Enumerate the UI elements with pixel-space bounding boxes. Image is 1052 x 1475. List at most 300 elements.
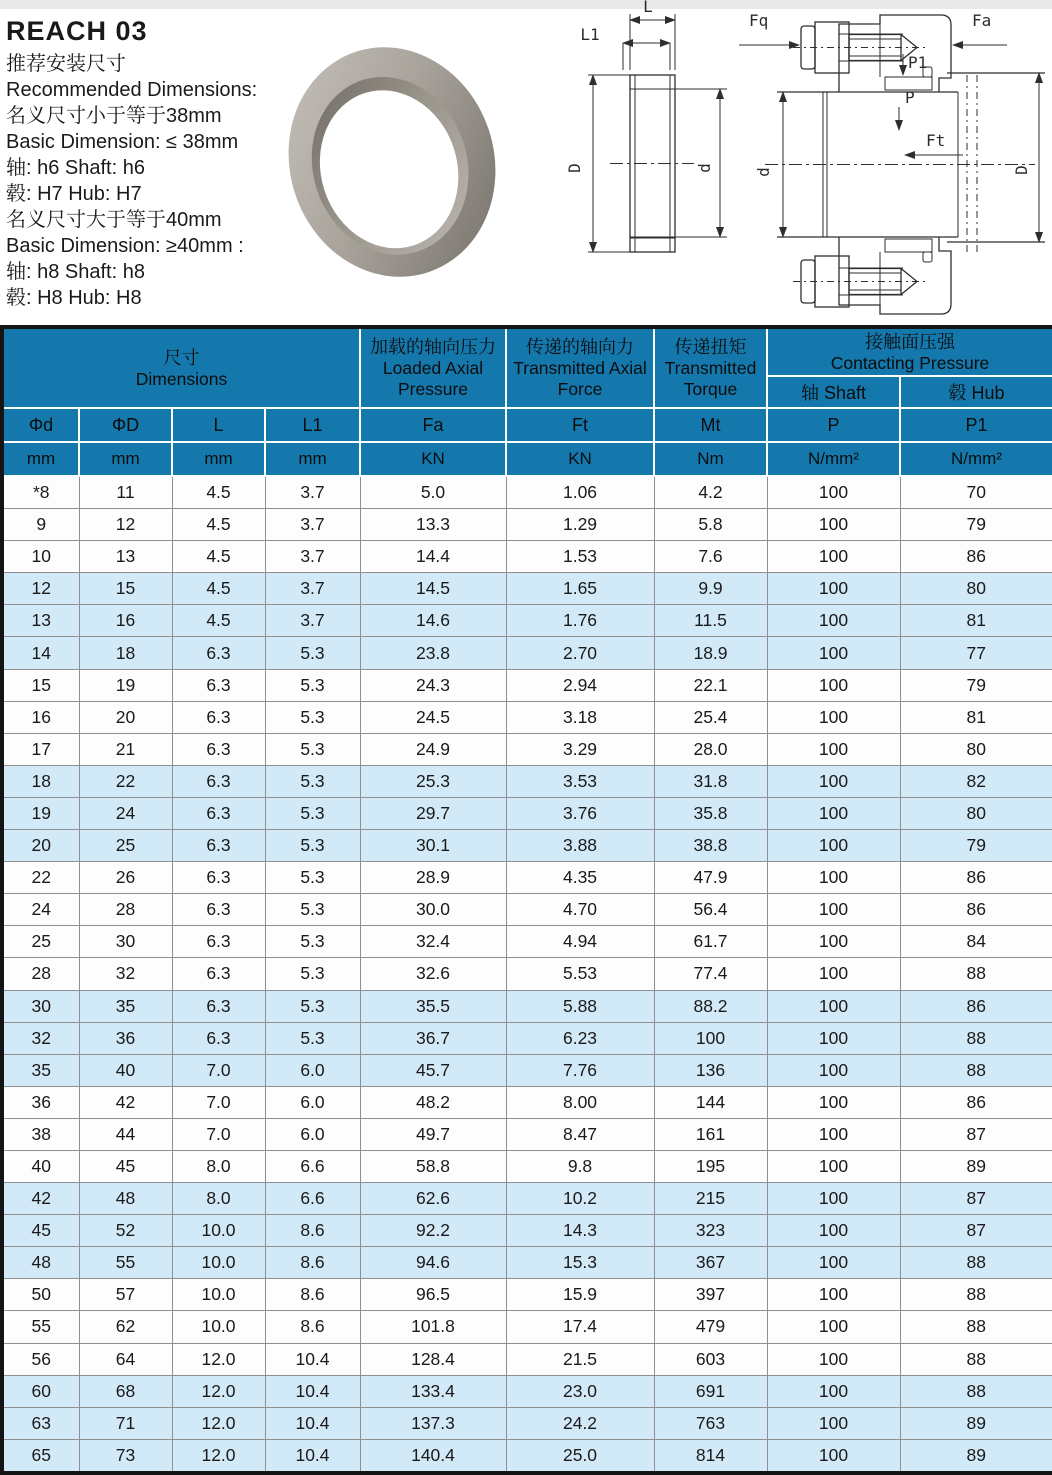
table-cell: 6.23 — [506, 1022, 654, 1054]
table-row — [2, 1279, 1052, 1311]
symbol-cell: Ft — [506, 408, 654, 442]
table-cell: 4.5 — [172, 573, 265, 605]
table-cell: 5.3 — [265, 894, 360, 926]
table-cell: 88 — [900, 1375, 1052, 1407]
table-cell: 12.0 — [172, 1375, 265, 1407]
table-row — [2, 573, 1052, 605]
table-cell: 22 — [79, 765, 172, 797]
table-cell: 20 — [2, 830, 79, 862]
table-cell: 86 — [900, 894, 1052, 926]
group-header-dimensions-en: Dimensions — [135, 368, 228, 389]
table-cell: 17 — [2, 733, 79, 765]
table-cell: 94.6 — [360, 1247, 506, 1279]
table-cell: 80 — [900, 797, 1052, 829]
table-cell: 71 — [79, 1407, 172, 1439]
table-cell: 6.3 — [172, 990, 265, 1022]
subheader-hub: 毂 Hub — [900, 376, 1052, 408]
table-cell: 100 — [767, 765, 900, 797]
table-cell: 3.7 — [265, 573, 360, 605]
group-header-dimensions-zh: 尺寸 — [163, 347, 200, 368]
table-cell: 47.9 — [654, 862, 767, 894]
table-cell: 100 — [767, 669, 900, 701]
table-cell: 65 — [2, 1439, 79, 1473]
group-header-transmitted-axial-force — [506, 327, 654, 408]
table-cell: 17.4 — [506, 1311, 654, 1343]
table-cell: 6.3 — [172, 637, 265, 669]
table-cell: 100 — [767, 1118, 900, 1150]
table-cell: 50 — [2, 1279, 79, 1311]
table-cell: 100 — [767, 605, 900, 637]
table-cell: 6.3 — [172, 765, 265, 797]
table-cell: 100 — [767, 830, 900, 862]
table-cell: 35.8 — [654, 797, 767, 829]
table-cell: 79 — [900, 830, 1052, 862]
symbol-cell: ΦD — [79, 408, 172, 442]
unit-cell: mm — [172, 442, 265, 476]
table-cell: 5.3 — [265, 958, 360, 990]
table-cell: 1.29 — [506, 509, 654, 541]
table-cell: 11 — [79, 476, 172, 509]
group-header-loaded-axial-pressure — [360, 327, 506, 408]
table-cell: 89 — [900, 1150, 1052, 1182]
table-row — [2, 541, 1052, 573]
page-title: REACH 03 — [6, 16, 148, 46]
table-cell: 62 — [79, 1311, 172, 1343]
table-cell: 14 — [2, 637, 79, 669]
table-cell: 32.4 — [360, 926, 506, 958]
table-cell: 6.0 — [265, 1086, 360, 1118]
table-cell: 10.4 — [265, 1343, 360, 1375]
table-cell: 100 — [654, 1022, 767, 1054]
table-cell: 28.0 — [654, 733, 767, 765]
product-photo-tolerance-ring — [270, 30, 515, 295]
table-cell: 4.5 — [172, 541, 265, 573]
table-row — [2, 1183, 1052, 1215]
table-cell: 15.3 — [506, 1247, 654, 1279]
table-row — [2, 476, 1052, 509]
symbol-cell: L — [172, 408, 265, 442]
table-cell: 77 — [900, 637, 1052, 669]
table-cell: 133.4 — [360, 1375, 506, 1407]
table-cell: 5.88 — [506, 990, 654, 1022]
table-cell: 479 — [654, 1311, 767, 1343]
table-cell: 81 — [900, 701, 1052, 733]
table-cell: 367 — [654, 1247, 767, 1279]
table-cell: 6.6 — [265, 1150, 360, 1182]
unit-cell: N/mm² — [900, 442, 1052, 476]
table-cell: 3.7 — [265, 509, 360, 541]
table-cell: 7.0 — [172, 1118, 265, 1150]
table-cell: 5.3 — [265, 862, 360, 894]
table-cell: 86 — [900, 541, 1052, 573]
info-line: Basic Dimension: ≥40mm : — [6, 235, 244, 257]
table-row — [2, 669, 1052, 701]
table-row — [2, 637, 1052, 669]
table-cell: 23.0 — [506, 1375, 654, 1407]
table-cell: 36 — [2, 1086, 79, 1118]
unit-cell: mm — [2, 442, 79, 476]
table-cell: 14.4 — [360, 541, 506, 573]
table-cell: 88 — [900, 1247, 1052, 1279]
table-cell: 87 — [900, 1118, 1052, 1150]
table-cell: 86 — [900, 990, 1052, 1022]
table-cell: 7.0 — [172, 1054, 265, 1086]
table-cell: 9.9 — [654, 573, 767, 605]
group-header-ft-zh: 传递的轴向力 — [526, 337, 634, 357]
table-cell: 25.0 — [506, 1439, 654, 1473]
info-line: Recommended Dimensions: — [6, 79, 258, 101]
table-cell: 100 — [767, 1183, 900, 1215]
table-cell: 100 — [767, 894, 900, 926]
table-cell: 89 — [900, 1407, 1052, 1439]
table-cell: 92.2 — [360, 1215, 506, 1247]
unit-cell: Nm — [654, 442, 767, 476]
table-row — [2, 1375, 1052, 1407]
table-cell: 12.0 — [172, 1343, 265, 1375]
table-cell: 5.3 — [265, 1022, 360, 1054]
table-cell: 45 — [79, 1150, 172, 1182]
table-cell: 7.76 — [506, 1054, 654, 1086]
dim-label-D-outer: D — [565, 163, 584, 173]
table-row — [2, 1215, 1052, 1247]
table-cell: 23.8 — [360, 637, 506, 669]
table-row — [2, 765, 1052, 797]
table-cell: 38.8 — [654, 830, 767, 862]
table-cell: 26 — [79, 862, 172, 894]
symbol-row — [2, 408, 1052, 442]
table-cell: 30.1 — [360, 830, 506, 862]
table-row — [2, 1343, 1052, 1375]
table-cell: 14.5 — [360, 573, 506, 605]
table-cell: 31.8 — [654, 765, 767, 797]
info-line: 名义尺寸大于等于40mm — [6, 209, 222, 231]
table-cell: 7.0 — [172, 1086, 265, 1118]
table-row — [2, 733, 1052, 765]
table-cell: 32 — [2, 1022, 79, 1054]
table-cell: 5.53 — [506, 958, 654, 990]
table-cell: 136 — [654, 1054, 767, 1086]
table-cell: 195 — [654, 1150, 767, 1182]
table-cell: 161 — [654, 1118, 767, 1150]
table-cell: 12.0 — [172, 1407, 265, 1439]
table-cell: 814 — [654, 1439, 767, 1473]
table-cell: 100 — [767, 573, 900, 605]
info-line: 毂: H8 Hub: H8 — [6, 287, 142, 309]
symbol-cell: P — [767, 408, 900, 442]
table-cell: 15 — [2, 669, 79, 701]
table-cell: 6.3 — [172, 701, 265, 733]
table-cell: 35.5 — [360, 990, 506, 1022]
table-cell: 6.3 — [172, 733, 265, 765]
table-row — [2, 862, 1052, 894]
table-cell: 55 — [2, 1311, 79, 1343]
table-cell: 10.4 — [265, 1375, 360, 1407]
table-cell: 62.6 — [360, 1183, 506, 1215]
table-cell: 6.3 — [172, 862, 265, 894]
table-cell: 5.3 — [265, 926, 360, 958]
table-cell: 100 — [767, 1439, 900, 1473]
table-cell: 10.0 — [172, 1311, 265, 1343]
table-cell: 28 — [79, 894, 172, 926]
table-cell: 6.0 — [265, 1118, 360, 1150]
table-cell: 24.5 — [360, 701, 506, 733]
table-cell: 6.3 — [172, 1022, 265, 1054]
table-cell: 100 — [767, 1247, 900, 1279]
table-cell: 2.70 — [506, 637, 654, 669]
table-cell: 8.6 — [265, 1247, 360, 1279]
table-cell: 12 — [79, 509, 172, 541]
table-cell: 101.8 — [360, 1311, 506, 1343]
table-cell: 30.0 — [360, 894, 506, 926]
table-cell: 88 — [900, 1054, 1052, 1086]
table-cell: 100 — [767, 926, 900, 958]
table-cell: 5.3 — [265, 669, 360, 701]
table-cell: 3.76 — [506, 797, 654, 829]
table-cell: 5.8 — [654, 509, 767, 541]
group-header-mt-zh: 传递扭矩 — [674, 337, 747, 357]
table-cell: 8.0 — [172, 1183, 265, 1215]
table-cell: 30 — [2, 990, 79, 1022]
table-cell: 81 — [900, 605, 1052, 637]
info-line: 名义尺寸小于等于38mm — [6, 105, 222, 127]
group-header-fa-zh: 加载的轴向压力 — [370, 337, 496, 357]
table-cell: 6.3 — [172, 894, 265, 926]
table-cell: 100 — [767, 1054, 900, 1086]
table-cell: 24 — [2, 894, 79, 926]
table-cell: 100 — [767, 797, 900, 829]
table-row — [2, 894, 1052, 926]
assembly-view-diagram — [735, 0, 1052, 320]
table-cell: 38 — [2, 1118, 79, 1150]
table-cell: 25.4 — [654, 701, 767, 733]
table-cell: 36 — [79, 1022, 172, 1054]
table-cell: 35 — [2, 1054, 79, 1086]
group-header-cp-zh: 接触面压强 — [865, 331, 955, 352]
table-cell: 13 — [2, 605, 79, 637]
table-cell: 4.70 — [506, 894, 654, 926]
table-cell: 25.3 — [360, 765, 506, 797]
pressure-label-P1: P1 — [908, 53, 928, 72]
section-view-diagram — [560, 0, 735, 320]
table-cell: 5.3 — [265, 637, 360, 669]
table-cell: 16 — [79, 605, 172, 637]
info-line: 轴: h6 Shaft: h6 — [6, 157, 145, 179]
table-cell: 19 — [2, 797, 79, 829]
table-row — [2, 958, 1052, 990]
table-cell: 6.3 — [172, 958, 265, 990]
table-cell: 64 — [79, 1343, 172, 1375]
table-row — [2, 1086, 1052, 1118]
table-cell: 4.35 — [506, 862, 654, 894]
table-cell: 7.6 — [654, 541, 767, 573]
table-row — [2, 1022, 1052, 1054]
table-cell: 16 — [2, 701, 79, 733]
table-cell: 87 — [900, 1215, 1052, 1247]
table-cell: 4.2 — [654, 476, 767, 509]
table-cell: 49.7 — [360, 1118, 506, 1150]
table-cell: 88 — [900, 1311, 1052, 1343]
table-cell: 4.94 — [506, 926, 654, 958]
table-cell: 8.6 — [265, 1279, 360, 1311]
table-cell: 1.76 — [506, 605, 654, 637]
table-cell: 3.7 — [265, 476, 360, 509]
table-cell: 100 — [767, 1150, 900, 1182]
dim-label-D-hub: D — [1012, 165, 1031, 175]
table-cell: 100 — [767, 1343, 900, 1375]
table-cell: 84 — [900, 926, 1052, 958]
table-cell: 24 — [79, 797, 172, 829]
table-cell: 60 — [2, 1375, 79, 1407]
table-row — [2, 1407, 1052, 1439]
dimension-table — [0, 325, 1052, 1475]
table-cell: 45.7 — [360, 1054, 506, 1086]
table-row — [2, 830, 1052, 862]
table-cell: 30 — [79, 926, 172, 958]
table-cell: 215 — [654, 1183, 767, 1215]
table-cell: 89 — [900, 1439, 1052, 1473]
group-header-fa-en: Loaded Axial Pressure — [382, 358, 484, 399]
table-cell: 40 — [2, 1150, 79, 1182]
unit-cell: KN — [360, 442, 506, 476]
table-cell: 100 — [767, 1279, 900, 1311]
table-cell: 691 — [654, 1375, 767, 1407]
table-cell: 35 — [79, 990, 172, 1022]
table-cell: 77.4 — [654, 958, 767, 990]
table-row — [2, 1150, 1052, 1182]
table-cell: 45 — [2, 1215, 79, 1247]
table-cell: 18.9 — [654, 637, 767, 669]
table-cell: 80 — [900, 733, 1052, 765]
table-cell: 100 — [767, 701, 900, 733]
table-cell: 5.3 — [265, 733, 360, 765]
table-cell: 137.3 — [360, 1407, 506, 1439]
pressure-label-P: P — [905, 88, 915, 107]
table-cell: 100 — [767, 1407, 900, 1439]
table-cell: 100 — [767, 637, 900, 669]
table-cell: 14.6 — [360, 605, 506, 637]
table-cell: 21 — [79, 733, 172, 765]
table-cell: 5.3 — [265, 701, 360, 733]
table-cell: 22 — [2, 862, 79, 894]
table-cell: 15 — [79, 573, 172, 605]
dim-label-d-shaft: d — [754, 167, 773, 177]
table-cell: 8.6 — [265, 1215, 360, 1247]
table-row — [2, 509, 1052, 541]
table-cell: 40 — [79, 1054, 172, 1086]
table-cell: 14.3 — [506, 1215, 654, 1247]
dim-label-L: L — [643, 0, 653, 16]
table-cell: 12 — [2, 573, 79, 605]
table-cell: 6.3 — [172, 669, 265, 701]
unit-cell: N/mm² — [767, 442, 900, 476]
table-cell: 24.3 — [360, 669, 506, 701]
table-row — [2, 797, 1052, 829]
table-cell: 88 — [900, 1279, 1052, 1311]
table-cell: 5.3 — [265, 797, 360, 829]
table-row — [2, 701, 1052, 733]
table-cell: 25 — [2, 926, 79, 958]
table-cell: 4.5 — [172, 476, 265, 509]
table-cell: 9.8 — [506, 1150, 654, 1182]
table-cell: 88 — [900, 958, 1052, 990]
table-cell: 63 — [2, 1407, 79, 1439]
table-cell: 25 — [79, 830, 172, 862]
table-cell: 12.0 — [172, 1439, 265, 1473]
table-cell: 68 — [79, 1375, 172, 1407]
table-row — [2, 1118, 1052, 1150]
table-cell: 3.7 — [265, 605, 360, 637]
table-cell: *8 — [2, 476, 79, 509]
table-cell: 56 — [2, 1343, 79, 1375]
table-cell: 144 — [654, 1086, 767, 1118]
table-cell: 18 — [79, 637, 172, 669]
table-cell: 3.88 — [506, 830, 654, 862]
force-label-Ft: Ft — [926, 131, 946, 150]
table-cell: 44 — [79, 1118, 172, 1150]
table-cell: 22.1 — [654, 669, 767, 701]
force-label-Fq: Fq — [749, 11, 769, 30]
table-cell: 58.8 — [360, 1150, 506, 1182]
symbol-cell: Φd — [2, 408, 79, 442]
table-cell: 4.5 — [172, 605, 265, 637]
table-cell: 36.7 — [360, 1022, 506, 1054]
info-line: Basic Dimension: ≤ 38mm — [6, 131, 239, 153]
table-cell: 100 — [767, 1311, 900, 1343]
table-cell: 8.6 — [265, 1311, 360, 1343]
table-cell: 28.9 — [360, 862, 506, 894]
table-cell: 52 — [79, 1215, 172, 1247]
table-cell: 80 — [900, 573, 1052, 605]
table-cell: 3.7 — [265, 541, 360, 573]
table-cell: 86 — [900, 862, 1052, 894]
table-cell: 100 — [767, 958, 900, 990]
table-cell: 79 — [900, 669, 1052, 701]
table-cell: 10.4 — [265, 1407, 360, 1439]
table-cell: 96.5 — [360, 1279, 506, 1311]
table-cell: 32.6 — [360, 958, 506, 990]
symbol-cell: L1 — [265, 408, 360, 442]
table-cell: 10.0 — [172, 1247, 265, 1279]
info-line: 推荐安装尺寸 — [6, 53, 126, 75]
table-cell: 100 — [767, 1375, 900, 1407]
table-cell: 397 — [654, 1279, 767, 1311]
table-cell: 100 — [767, 1086, 900, 1118]
table-cell: 55 — [79, 1247, 172, 1279]
info-line: 毂: H7 Hub: H7 — [6, 183, 142, 205]
table-cell: 88 — [900, 1022, 1052, 1054]
table-cell: 88 — [900, 1343, 1052, 1375]
table-cell: 140.4 — [360, 1439, 506, 1473]
table-cell: 1.06 — [506, 476, 654, 509]
force-label-Fa: Fa — [972, 11, 992, 30]
table-cell: 6.3 — [172, 926, 265, 958]
table-cell: 70 — [900, 476, 1052, 509]
symbol-cell: P1 — [900, 408, 1052, 442]
group-header-cp-en: Contacting Pressure — [830, 352, 990, 373]
table-cell: 9 — [2, 509, 79, 541]
unit-cell: KN — [506, 442, 654, 476]
table-cell: 100 — [767, 509, 900, 541]
table-row — [2, 990, 1052, 1022]
table-cell: 20 — [79, 701, 172, 733]
table-cell: 100 — [767, 990, 900, 1022]
table-cell: 5.3 — [265, 830, 360, 862]
table-cell: 42 — [79, 1086, 172, 1118]
table-cell: 100 — [767, 476, 900, 509]
table-cell: 10 — [2, 541, 79, 573]
table-cell: 18 — [2, 765, 79, 797]
unit-row — [2, 442, 1052, 476]
